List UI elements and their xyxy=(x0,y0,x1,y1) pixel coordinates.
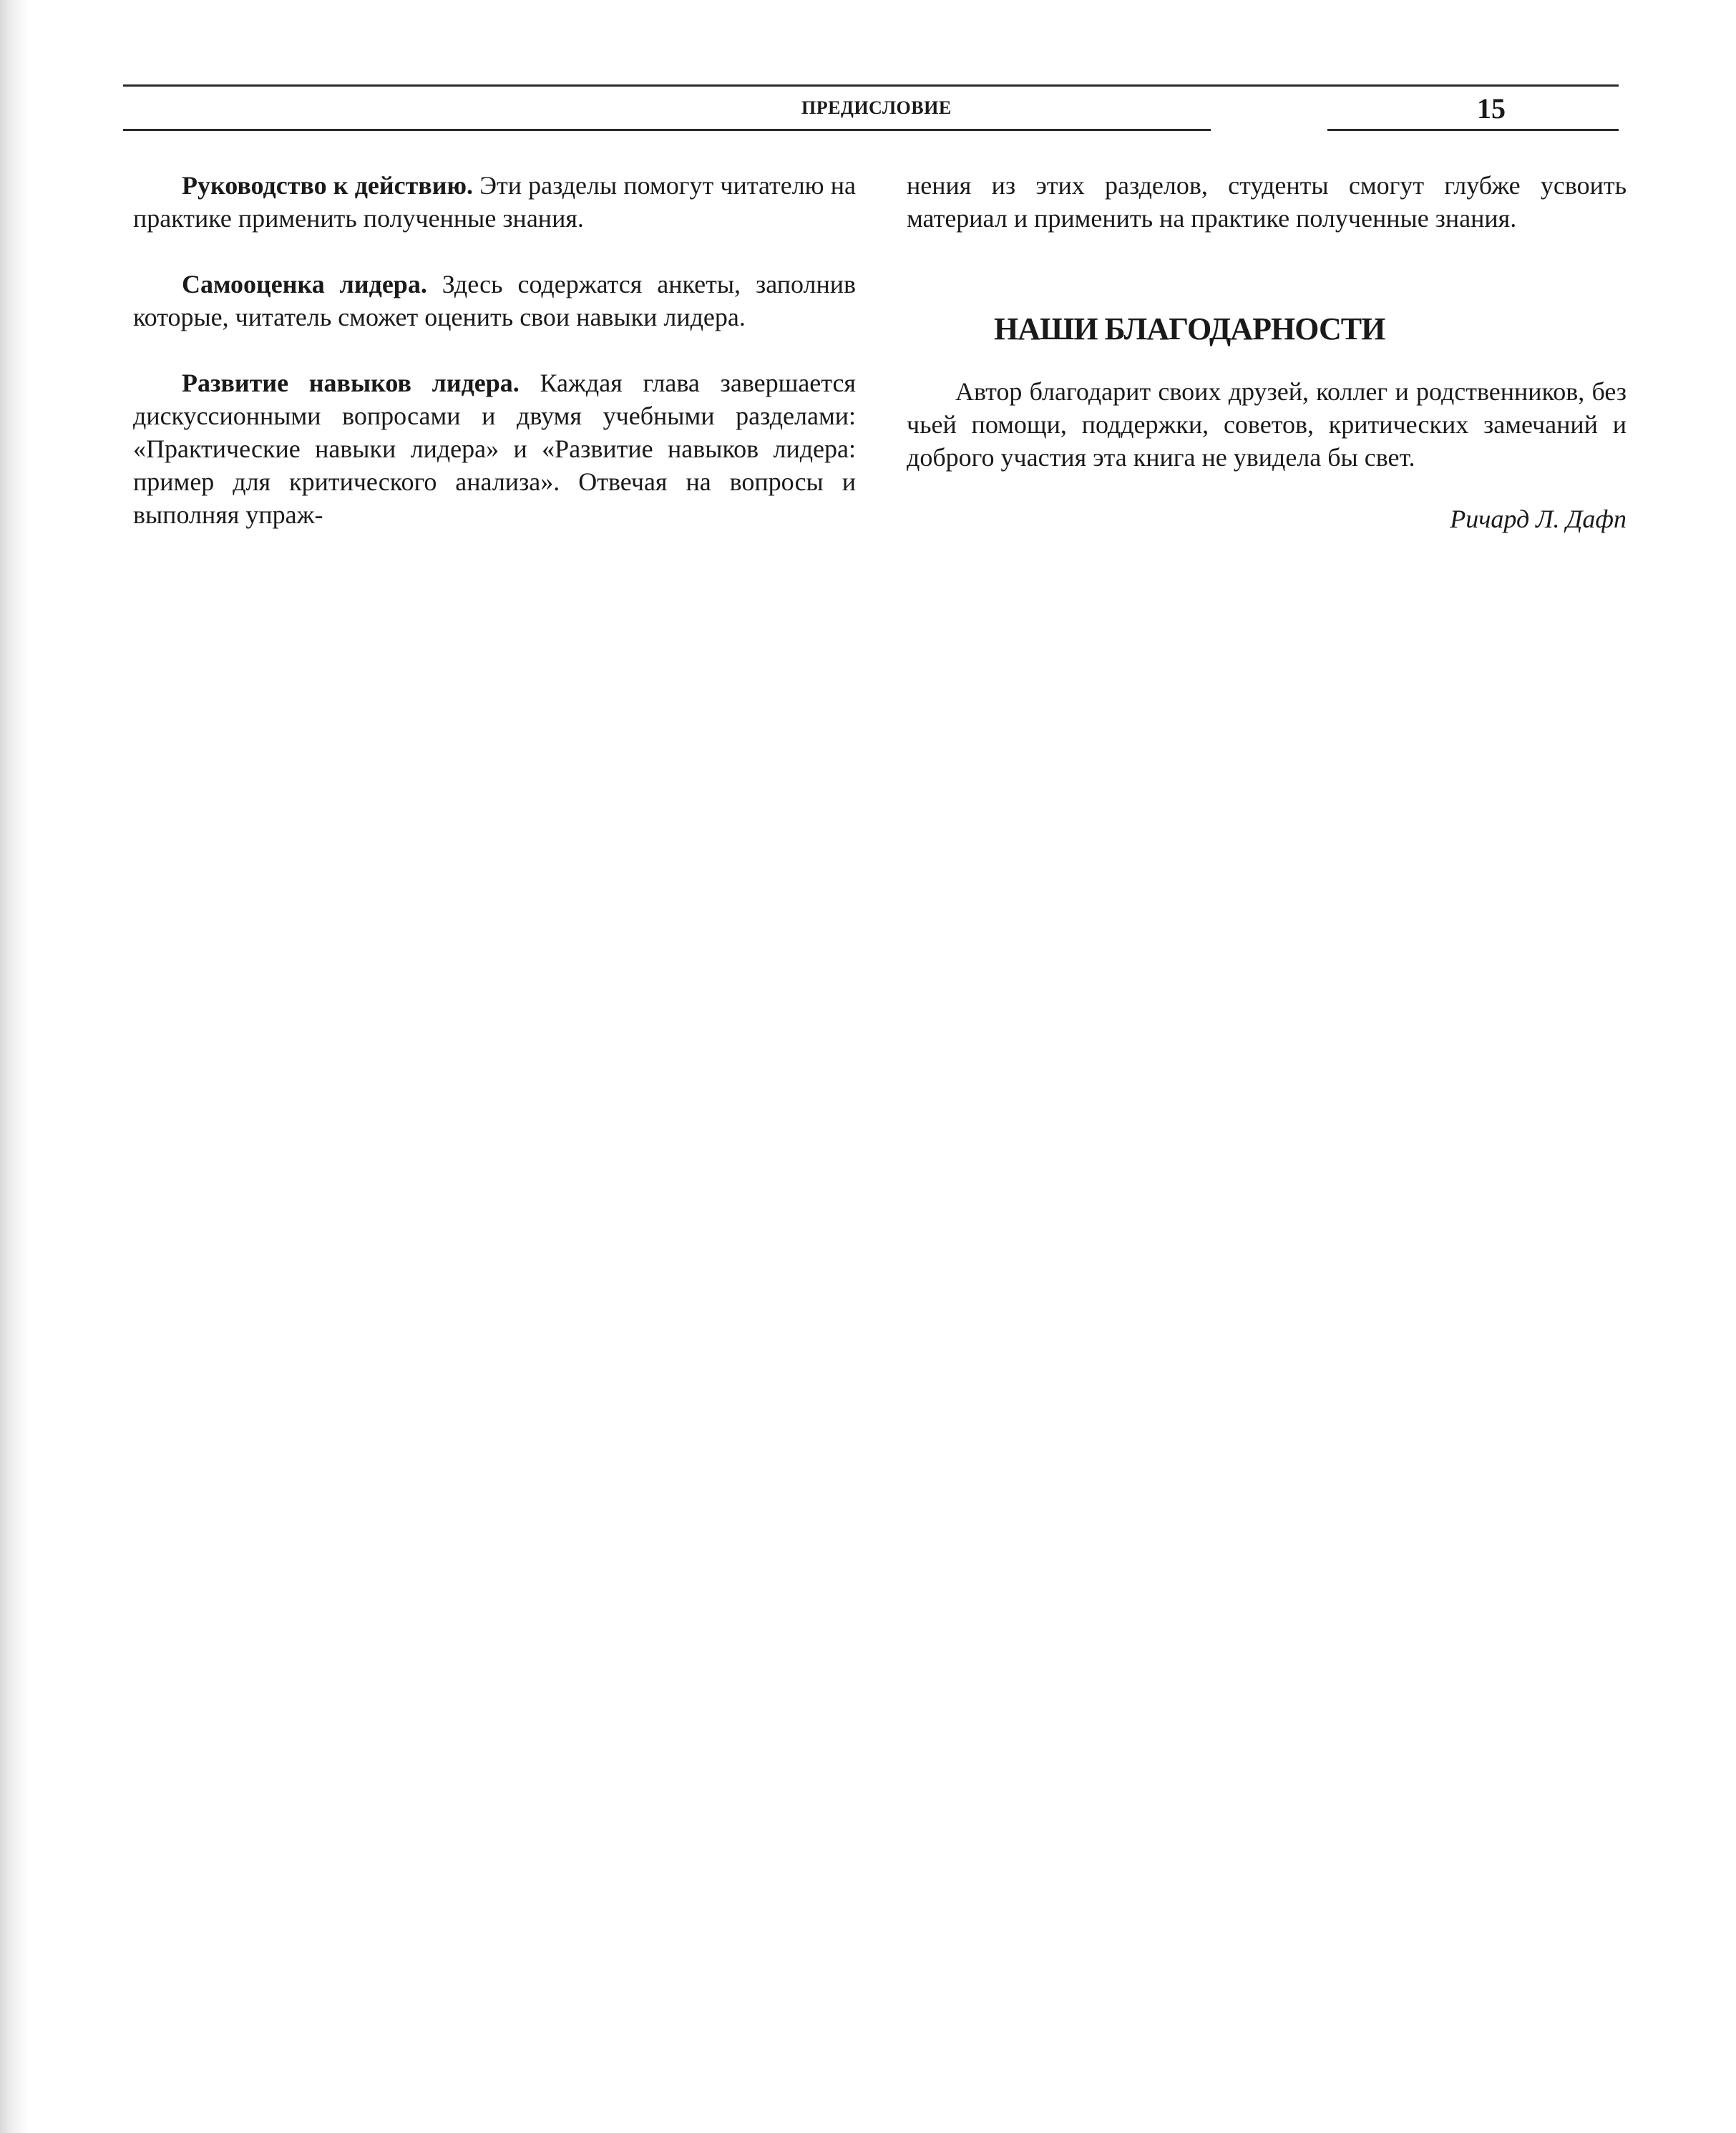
running-title: ПРЕДИСЛОВИЕ xyxy=(801,97,952,118)
heading-spacer xyxy=(907,268,1627,308)
header-top-rule xyxy=(123,84,1619,87)
paragraph-action-guide xyxy=(133,169,856,235)
section-heading-acknowledgements: НАШИ БЛАГОДАРНОСТИ xyxy=(994,311,1385,346)
page-number: 15 xyxy=(1477,92,1506,125)
paragraph-self-assessment xyxy=(133,268,856,334)
left-column xyxy=(133,169,856,531)
header-bottom-rule-right xyxy=(1327,129,1619,131)
page-binding-edge xyxy=(0,0,29,2133)
heading-spacer xyxy=(907,351,1627,375)
paragraph-text: Здесь содержатся анкеты, заполнив которые, читатель сможет оценить свои навыки лидера. xyxy=(133,270,857,331)
paragraph-continuation: нения из этих разделов, студенты смогут глубже усвоить материал и применить на практике полученные знания. xyxy=(907,171,1627,233)
paragraph-gap xyxy=(133,235,856,268)
paragraph-gap xyxy=(133,334,856,366)
paragraph-lead: Развитие навыков лидера. xyxy=(182,369,520,397)
paragraph-gap xyxy=(907,235,1627,268)
header-bottom-rule-left xyxy=(123,129,1211,131)
paragraph-lead: Руководство к действию. xyxy=(182,171,474,200)
paragraph-acknowledgement: Автор благодарит своих друзей, коллег и родственников, без чьей помощи, поддержки, советов, критических замечаний и доброго участия эта книга не увидела бы свет. xyxy=(907,377,1627,472)
paragraph-skill-development xyxy=(133,366,856,531)
signature-spacer xyxy=(907,474,1627,502)
paragraph-text: Эти разделы помогут читателю на практике применить полученные знания. xyxy=(133,171,856,233)
right-column xyxy=(907,169,1627,535)
paragraph-text: Каждая глава завершается дискуссионными вопросами и двумя учебными разделами: «Практические навыки лидера» и «Развитие навыков лидера: пример для критического анализа». Отвечая на вопросы и выполняя упраж- xyxy=(133,369,856,529)
paragraph-lead: Самооценка лидера. xyxy=(182,270,427,298)
author-signature: Ричард Л. Дафп xyxy=(1450,505,1627,533)
